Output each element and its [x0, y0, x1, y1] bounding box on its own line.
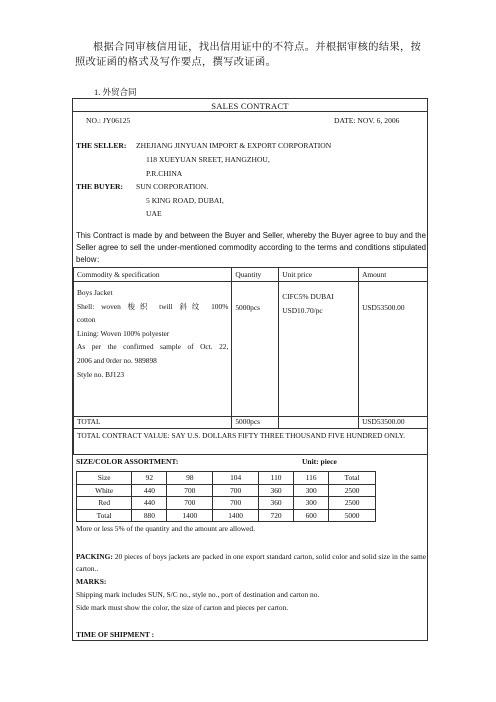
commodity-description [74, 282, 232, 417]
desc-line: Style no. BJ123 [77, 369, 125, 379]
table-cell: Total [77, 509, 132, 522]
tolerance-clause: More or less 5% of the quantity and the amount are allowed. [76, 524, 255, 533]
sales-contract [72, 98, 428, 641]
table-cell: 440 [132, 497, 167, 510]
desc-line: 2006 and 0rder no. 989898 [77, 355, 157, 365]
table-cell: 116 [294, 472, 329, 485]
table-cell: 1400 [167, 509, 213, 522]
packing-label: PACKING: [76, 552, 113, 561]
table-cell: 720 [259, 509, 294, 522]
table-cell: 700 [213, 484, 259, 497]
header-unit-price: Unit price [279, 268, 359, 282]
table-cell: 2500 [329, 484, 376, 497]
table-row [77, 472, 376, 485]
table-cell: 92 [132, 472, 167, 485]
contract-value-row [74, 429, 428, 455]
total-amount: USD53500.00 [359, 417, 428, 429]
marks-label: MARKS: [76, 577, 107, 586]
table-row [77, 484, 376, 497]
contract-number: NO.: JY06125 [86, 116, 131, 125]
goods-unit-price [279, 282, 359, 417]
desc-line: Shell: woven 梭织 twill 斜纹 100% [77, 301, 229, 311]
contract-value: TOTAL CONTRACT VALUE: SAY U.S. DOLLARS FIFTY THREE THOUSAND FIVE HUNDRED ONLY. [74, 429, 428, 455]
table-cell: 5000 [329, 509, 376, 522]
packing-clause [76, 551, 426, 575]
buyer-name: SUN CORPORATION. [136, 182, 209, 191]
buyer-address-line1: 5 KING ROAD, DUBAI, [146, 196, 224, 205]
goods-amount: USD53500.00 [359, 282, 428, 417]
table-cell: 600 [294, 509, 329, 522]
price-term: CIFC5% DUBAI [282, 292, 334, 301]
table-row [77, 497, 376, 510]
instruction-text: 根据合同审核信用证，找出信用证中的不符点。并根据审核的结果，按照改证函的格式及写作要点，撰写改证函。 [75, 42, 422, 68]
table-cell: White [77, 484, 132, 497]
seller-address-line1: 118 XUEYUAN SREET, HANGZHOU, [146, 155, 270, 164]
contract-date: DATE: NOV. 6, 2006 [334, 116, 400, 125]
table-row [77, 509, 376, 522]
buyer-label: THE BUYER: [76, 182, 124, 191]
desc-line: As per the confirmed sample of Oct. 22, [77, 342, 229, 352]
table-cell: 440 [132, 484, 167, 497]
table-cell: 360 [259, 484, 294, 497]
table-cell: 300 [294, 484, 329, 497]
side-mark-text: Side mark must show the color, the size of carton and pieces per carton. [76, 603, 289, 612]
desc-line: cotton [77, 315, 96, 325]
title-divider [73, 111, 427, 112]
assortment-title: SIZE/COLOR ASSORTMENT: [76, 457, 179, 466]
table-cell: 110 [259, 472, 294, 485]
total-quantity: 5000pcs [232, 417, 279, 429]
total-label: TOTAL [74, 417, 232, 429]
goods-row [74, 282, 428, 417]
seller-address-line2: P.R.CHINA [146, 169, 183, 178]
header-quantity: Quantity [232, 268, 279, 282]
goods-quantity: 5000pcs [232, 282, 279, 417]
size-color-table [76, 471, 376, 522]
table-cell: 2500 [329, 497, 376, 510]
contract-intro: This Contract is made by and between the Buyer and Seller, whereby the Buyer agree to buy and the Seller agree to sell the under-mentioned commodity according to the terms and conditions stipulated below： [76, 231, 426, 265]
table-cell: 104 [213, 472, 259, 485]
section-label: 1. 外贸合同 [94, 87, 137, 97]
table-cell: Size [77, 472, 132, 485]
desc-line: Lining: Woven 100% polyester [77, 328, 170, 338]
shipping-mark-text: Shipping mark includes SUN, S/C no., style no., port of destination and carton no. [76, 590, 320, 599]
table-cell: 98 [167, 472, 213, 485]
goods-table [73, 267, 428, 455]
table-cell: 1400 [213, 509, 259, 522]
header-amount: Amount [359, 268, 428, 282]
goods-table-header [74, 268, 428, 282]
header-commodity: Commodity & specification [74, 268, 232, 282]
contract-title: SALES CONTRACT [211, 101, 289, 111]
table-cell: 700 [167, 497, 213, 510]
goods-total-row [74, 417, 428, 429]
table-cell: 700 [167, 484, 213, 497]
table-cell: 360 [259, 497, 294, 510]
table-cell: Total [329, 472, 376, 485]
table-cell: 300 [294, 497, 329, 510]
total-blank [279, 417, 359, 429]
seller-label: THE SELLER: [76, 141, 127, 150]
table-cell: Red [77, 497, 132, 510]
assortment-unit: Unit: piece [302, 457, 337, 466]
table-cell: 700 [213, 497, 259, 510]
price-value: USD10.70/pc [282, 306, 323, 315]
desc-line: Boys Jacket [77, 288, 113, 297]
seller-name: ZHEJIANG JINYUAN IMPORT & EXPORT CORPORATION [136, 141, 332, 150]
buyer-address-line2: UAE [146, 209, 162, 218]
packing-text: 20 pieces of boys jackets are packed in one export standard carton, solid color and solid size in the same carton.. [76, 552, 426, 573]
table-cell: 880 [132, 509, 167, 522]
shipment-time-label: TIME OF SHIPMENT : [76, 630, 155, 639]
